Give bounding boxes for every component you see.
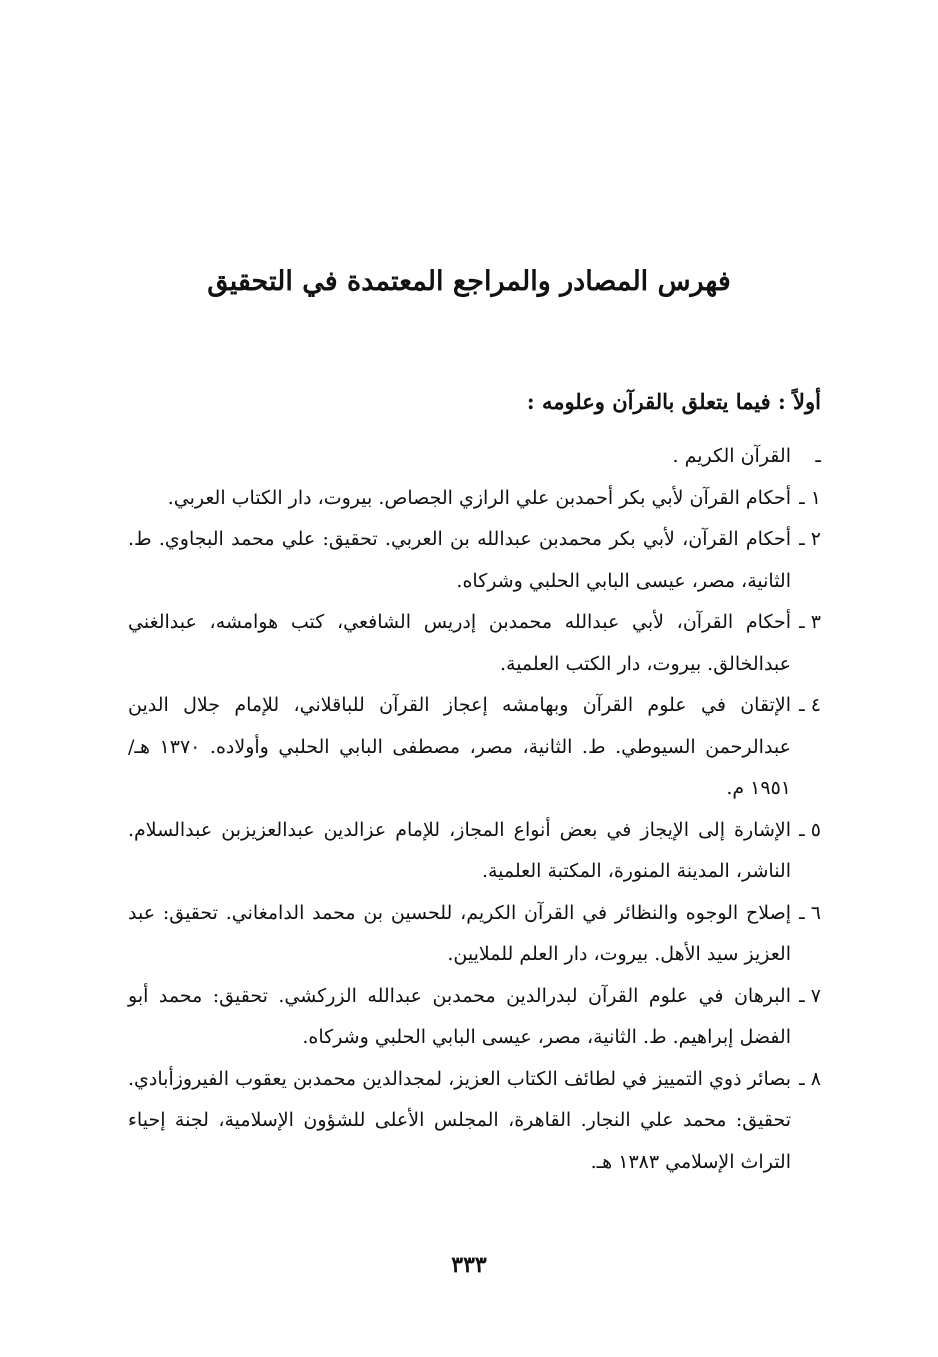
section-heading: أولاً : فيما يتعلق بالقرآن وعلومه : [526, 389, 821, 414]
entry-number: ـ [815, 445, 821, 467]
entry-text: الإشارة إلى الإيجاز في بعض أنواع المجاز، للإمام عزالدين عبدالعزيزبن عبدالسلام. الناشر، المدينة المنورة، المكتبة العلمية. [128, 818, 791, 882]
bibliography-entry [128, 976, 821, 1059]
entry-text: إصلاح الوجوه والنظائر في القرآن الكريم، للحسين بن محمد الدامغاني. تحقيق: عبد العزيز سيد الأهل. بيروت، دار العلم للملايين. [128, 901, 791, 965]
entry-number: ٧ ـ [799, 984, 821, 1007]
entry-number: ٣ ـ [799, 611, 821, 633]
entry-text: أحكام القرآن لأبي بكر أحمدبن علي الرازي الجصاص. بيروت، دار الكتاب العربي. [167, 486, 791, 509]
entry-number: ١ ـ [799, 486, 821, 509]
entry-number: ٨ ـ [799, 1067, 821, 1090]
entry-number: ٦ ـ [799, 901, 821, 924]
entry-text: بصائر ذوي التمييز في لطائف الكتاب العزيز، لمجدالدين محمدبن يعقوب الفيروزأبادي. تحقيق: محمد علي النجار. القاهرة، المجلس الأعلى للشؤون الإسلامية، لجنة إحياء التراث الإسلامي ١٣٨٣ هـ. [128, 1067, 791, 1173]
page-number: ٣٣٣ [451, 1252, 487, 1278]
bibliography-entry [128, 602, 821, 685]
entry-number: ٢ ـ [799, 528, 821, 550]
bibliography-entry [128, 519, 821, 602]
bibliography-list [128, 436, 821, 1183]
entry-text: الإتقان في علوم القرآن وبهامشه إعجاز القرآن للباقلاني، للإمام جلال الدين عبدالرحمن السيوطي. ط. الثانية، مصر، مصطفى البابي الحلبي وأولاده. ١٣٧٠ هـ/١٩٥١ م. [128, 694, 791, 799]
bibliography-entry [128, 685, 821, 810]
bibliography-entry [128, 1059, 821, 1184]
entry-text: القرآن الكريم . [672, 445, 791, 467]
page-title: فهرس المصادر والمراجع المعتمدة في التحقيق [207, 266, 731, 297]
entry-text: أحكام القرآن، لأبي عبدالله محمدبن إدريس الشافعي، كتب هوامشه، عبدالغني عبدالخالق. بيروت، دار الكتب العلمية. [128, 611, 791, 675]
entry-text: البرهان في علوم القرآن لبدرالدين محمدبن عبدالله الزركشي. تحقيق: محمد أبو الفضل إبراهيم. ط. الثانية، مصر، عيسى البابي الحلبي وشركاه. [128, 984, 791, 1048]
bibliography-entry [128, 436, 821, 478]
bibliography-entry [128, 478, 821, 520]
entry-text: أحكام القرآن، لأبي بكر محمدبن عبدالله بن العربي. تحقيق: علي محمد البجاوي. ط. الثانية، مصر، عيسى البابي الحلبي وشركاه. [128, 528, 791, 592]
bibliography-entry [128, 810, 821, 893]
entry-number: ٥ ـ [799, 818, 821, 841]
entry-number: ٤ ـ [799, 694, 821, 716]
bibliography-entry [128, 893, 821, 976]
